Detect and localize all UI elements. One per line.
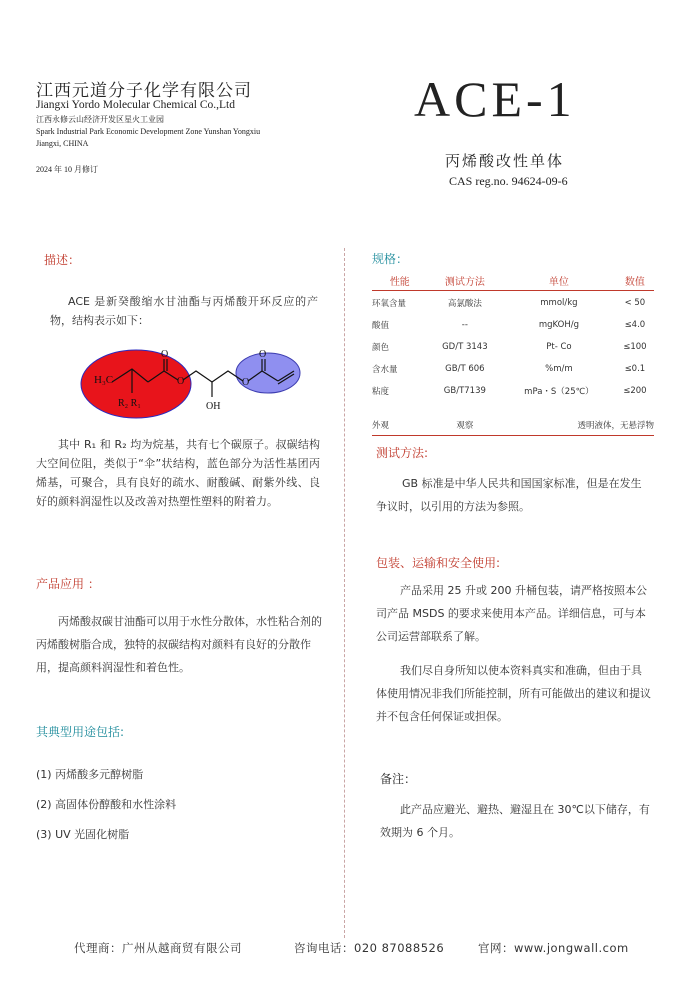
spec-unit: mPa・S（25℃） xyxy=(524,387,594,397)
col-header-property: 性能 xyxy=(372,272,428,291)
company-name-en: Jiangxi Yordo Molecular Chemical Co.,Ltd xyxy=(36,99,235,111)
specs-heading: 规格： xyxy=(372,252,409,266)
spec-property: 含水量 xyxy=(372,365,398,375)
hydroxyl-label: OH xyxy=(206,401,221,412)
notes-text: 此产品应避光、避热、避湿且在 30℃以下储存，有效期为 6 个月。 xyxy=(380,803,650,839)
column-divider xyxy=(344,248,345,938)
test-method-text: GB 标准是中华人民共和国国家标准，但是在发生争议时，以引用的方法为参照。 xyxy=(376,477,642,513)
notes-heading: 备注： xyxy=(380,772,417,786)
table-row xyxy=(372,335,654,357)
footer-website[interactable]: 官网：www.jongwall.com xyxy=(478,941,629,955)
company-address-region: Jiangxi, CHINA xyxy=(36,139,89,148)
carbonyl-oxygen-1: O xyxy=(161,349,169,360)
packaging-paragraph-1: 产品采用 25 升或 200 升桶包装，请严格按照本公司产品 MSDS 的要求来使用本产品。详细信息，可与本公司运营部联系了解。 xyxy=(376,584,647,643)
alkyl-r-groups-label: R₂ R₁ xyxy=(118,398,141,409)
spec-unit: mmol/kg xyxy=(540,298,578,308)
table-row xyxy=(372,313,654,335)
table-row xyxy=(372,291,654,314)
specs-table xyxy=(372,272,654,436)
company-address-en: Spark Industrial Park Economic Development Zone Yunshan Yongxiu xyxy=(36,127,261,136)
specs-header-row xyxy=(372,272,654,291)
cas-number: CAS reg.no. 94624-09-6 xyxy=(449,174,568,188)
spec-property: 酸值 xyxy=(372,321,390,331)
test-method-heading: 测试方法: xyxy=(376,446,429,460)
typical-use-item: (3) UV 光固化树脂 xyxy=(36,828,130,841)
typical-use-item: (2) 高固体份醇酸和水性涂料 xyxy=(36,798,177,811)
spec-method: 高氯酸法 xyxy=(447,299,482,309)
packaging-heading: 包装、运输和安全使用: xyxy=(376,556,501,570)
spec-method: 观察 xyxy=(428,401,502,436)
spec-unit: mgKOH/g xyxy=(538,320,579,330)
product-name: ACE-1 xyxy=(414,71,576,127)
table-row-appearance xyxy=(372,401,654,436)
product-name-cn: 丙烯酸改性单体 xyxy=(445,152,565,170)
spec-value: ≤0.1 xyxy=(624,364,646,374)
methyl-group-label: H₃C xyxy=(94,374,114,386)
company-name-cn: 江西元道分子化学有限公司 xyxy=(36,81,252,101)
spec-value: 透明液体，无悬浮物 xyxy=(502,401,654,436)
chemical-structure-diagram xyxy=(80,345,302,425)
spec-property: 颜色 xyxy=(372,343,390,353)
company-address-cn: 江西永修云山经济开发区星火工业园 xyxy=(36,115,164,124)
spec-value: ≤200 xyxy=(623,386,647,396)
typical-uses-heading: 其典型用途包括: xyxy=(36,725,125,739)
col-header-method: 测试方法 xyxy=(428,272,502,291)
spec-value: ≤100 xyxy=(623,342,647,352)
packaging-paragraph-2: 我们尽自身所知以使本资料真实和准确，但由于具体使用情况非我们所能控制，所有可能做出的建议和提议并不包含任何保证或担保。 xyxy=(376,664,651,723)
spec-method: GB/T 606 xyxy=(445,364,485,374)
spec-unit: %m/m xyxy=(545,364,573,374)
ester-oxygen-1: O xyxy=(177,376,185,387)
spec-method: -- xyxy=(461,320,468,330)
footer-phone: 咨询电话：020 87088526 xyxy=(294,941,445,955)
footer-agent: 代理商：广州从越商贸有限公司 xyxy=(74,941,242,955)
description-heading: 描述： xyxy=(44,253,81,267)
table-row xyxy=(372,379,654,401)
spec-property: 粘度 xyxy=(372,387,390,397)
spec-property: 环氧含量 xyxy=(372,299,407,309)
revision-date: 2024 年 10 月修订 xyxy=(36,165,98,174)
spec-property: 外观 xyxy=(372,401,428,436)
table-row xyxy=(372,357,654,379)
description-detail: 其中 R₁ 和 R₂ 均为烷基，共有七个碳原子。叔碳结构大空间位阻，类似于“伞”状结构，蓝色部分为活性基团丙烯基，可聚合，具有良好的疏水、耐酸碱、耐紫外线、良好的颜料润湿性以及改善对热塑性塑料的附着力。 xyxy=(36,438,320,508)
spec-value: ≤4.0 xyxy=(624,320,646,330)
ester-oxygen-2: O xyxy=(242,377,250,388)
spec-unit: Pt- Co xyxy=(546,342,572,352)
application-text: 丙烯酸叔碳甘油酯可以用于水性分散体，水性粘合剂的丙烯酸树脂合成，独特的叔碳结构对颜料有良好的分散作用，提高颜料润湿性和着色性。 xyxy=(36,615,322,674)
carbonyl-oxygen-2: O xyxy=(259,349,267,360)
typical-use-item: (1) 丙烯酸多元醇树脂 xyxy=(36,768,144,781)
description-intro: ACE 是新癸酸缩水甘油酯与丙烯酸开环反应的产物，结构表示如下： xyxy=(50,295,318,327)
application-heading: 产品应用 ： xyxy=(36,577,100,591)
col-header-value: 数值 xyxy=(616,272,654,291)
spec-method: GD/T 3143 xyxy=(442,342,488,352)
spec-method: GB/T7139 xyxy=(443,386,486,396)
col-header-unit: 单位 xyxy=(502,272,616,291)
spec-value: < 50 xyxy=(624,298,646,308)
